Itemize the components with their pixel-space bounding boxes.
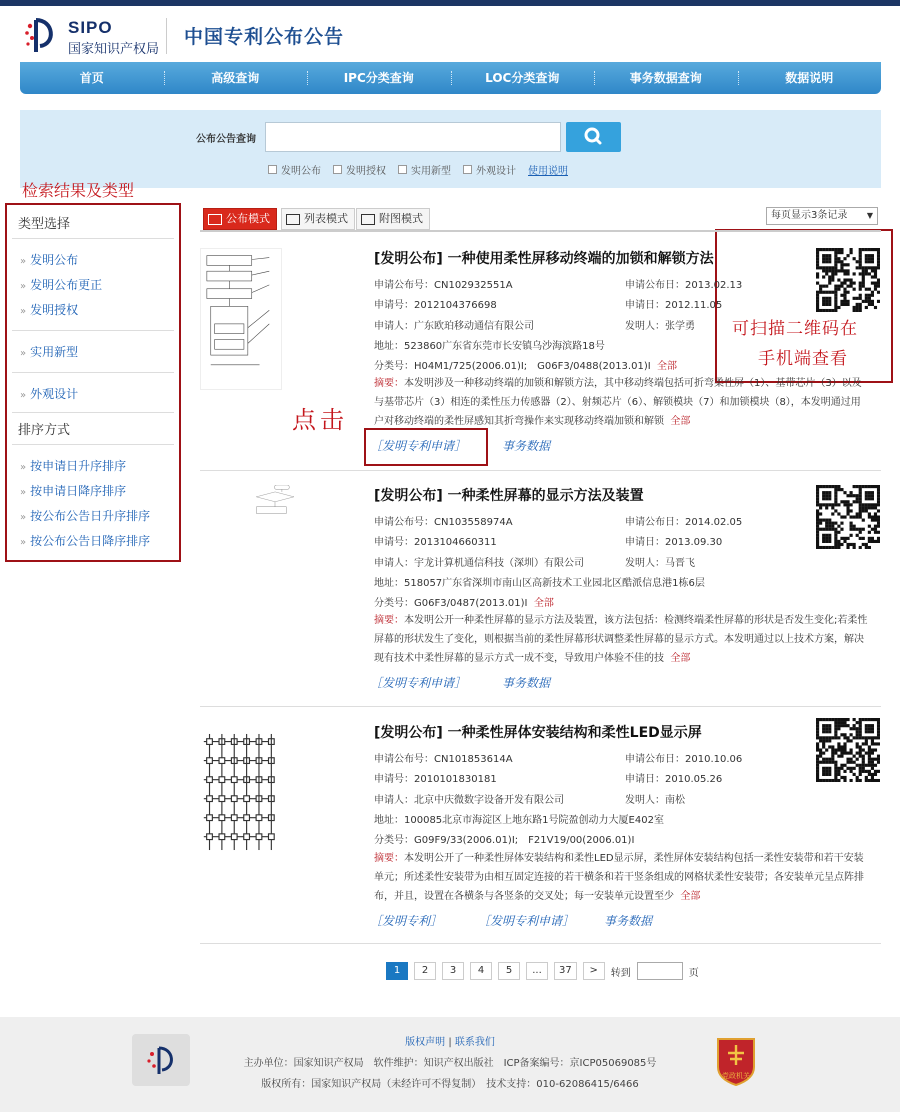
pub-date: 申请公布日：2013.02.13: [625, 280, 743, 291]
abstract-text: 本发明公开了一种柔性屏体安装结构和柔性LED显示屏，柔性屏体安装结构包括一柔性安装带和若干安装单元；所述柔性安装带为由相互固定连接的若干横条和若干竖条组成的网格状柔性安装带；各安装单元呈点阵排布，并且，设置在各横条与各竖条的交叉处；每一安装单元设置至少: [374, 853, 864, 902]
search-icon: [566, 122, 621, 152]
chevron-right-icon: »: [20, 348, 27, 359]
mode-list[interactable]: [281, 208, 355, 230]
divider: [12, 330, 174, 331]
checkbox[interactable]: [333, 165, 342, 174]
option-design[interactable]: [463, 162, 516, 177]
app-number: 申请号：2010101830181: [374, 774, 497, 785]
page-ellipsis: ...: [526, 962, 548, 980]
per-page-value: 每页显示3条记录: [771, 210, 848, 221]
app-date: 申请日：2010.05.26: [625, 774, 723, 785]
chevron-right-icon: »: [20, 512, 27, 523]
copyright-link[interactable]: 版权声明: [405, 1037, 446, 1048]
inventor: 发明人：张学勇: [625, 321, 695, 332]
page-1[interactable]: 1: [386, 962, 408, 980]
app-number: 申请号：2012104376698: [374, 300, 497, 311]
main-nav: [20, 62, 881, 94]
annotation-click-note: 点击: [292, 406, 348, 434]
result-title[interactable]: [发明公布] 一种柔性屏体安装结构和柔性LED显示屏: [374, 725, 702, 741]
abstract-more-link[interactable]: 全部: [670, 416, 691, 427]
annotation-sidebar-note: 检索结果及类型: [22, 181, 135, 200]
sort-label: 按申请日降序排序: [30, 484, 127, 498]
annotation-qr-note-1: 可扫描二维码在: [732, 319, 858, 339]
applicant: 申请人：宇龙计算机通信科技（深圳）有限公司: [374, 558, 584, 569]
chevron-right-icon: »: [20, 537, 27, 548]
sidebar-item-invention-correction[interactable]: [6, 272, 180, 297]
result-title[interactable]: [发明公布] 一种柔性屏幕的显示方法及装置: [374, 488, 644, 504]
per-page-select[interactable]: [766, 207, 878, 225]
footer-copyright: 版权所有：国家知识产权局（未经许可不得复制） 技术支持：010-62086415/6466: [261, 1079, 639, 1090]
result-divider: [200, 470, 881, 471]
patent-figure-thumbnail[interactable]: [200, 485, 350, 555]
page-5[interactable]: 5: [498, 962, 520, 980]
option-label: 发明公布: [281, 166, 321, 177]
abstract-text: 本发明涉及一种移动终端的加锁和解锁方法，其中移动终端包括可折弯柔性屏（1）、基带芯片（3）以及与基带芯片（3）相连的柔性压力传感器（2）、射频芯片（6）、解锁模块（7）和加锁模块（8），本发明通过用户对移动终端的柔性屏感知其折弯操作来实现移动终端加锁和解锁: [374, 378, 862, 427]
dropdown-arrow-icon: ▼: [866, 211, 873, 220]
nav-home[interactable]: 首页: [79, 71, 104, 85]
patent-figure-thumbnail[interactable]: [200, 722, 278, 862]
pagination: [386, 962, 699, 980]
qr-code: [816, 485, 880, 549]
option-label: 发明授权: [346, 166, 386, 177]
classification-more-link[interactable]: 全部: [533, 598, 554, 609]
sort-label: 按申请日升序排序: [30, 459, 127, 473]
mode-label: 列表模式: [304, 212, 348, 225]
search-input[interactable]: [265, 122, 561, 152]
option-label: 实用新型: [411, 166, 451, 177]
sidebar-item-utility-model[interactable]: [6, 339, 180, 364]
option-invention-publication[interactable]: [268, 162, 321, 177]
result-divider: [200, 706, 881, 707]
link-transaction-data[interactable]: 事务数据: [502, 439, 551, 453]
sort-apply-date-asc[interactable]: [6, 453, 180, 478]
link-transaction-data[interactable]: 事务数据: [502, 676, 551, 690]
pub-number: 申请公布号：CN103558974A: [374, 517, 513, 528]
sipo-logo-icon: [22, 16, 62, 56]
pub-number: 申请公布号：CN101853614A: [374, 754, 513, 765]
abstract: [374, 849, 870, 906]
flag-icon: [208, 214, 222, 225]
badge-text: 党政机关: [722, 1072, 750, 1080]
page-last[interactable]: 37: [554, 962, 577, 980]
list-icon: [286, 214, 300, 225]
sidebar-item-label: 外观设计: [30, 387, 79, 401]
abstract: [374, 611, 870, 668]
page-2[interactable]: 2: [414, 962, 436, 980]
link-invention-application[interactable]: ［发明专利申请］: [370, 439, 467, 453]
sort-heading: 排序方式: [18, 423, 71, 438]
link-invention-application[interactable]: ［发明专利申请］: [478, 914, 575, 928]
help-link[interactable]: 使用说明: [528, 166, 568, 177]
type-select-heading: 类型选择: [18, 217, 71, 232]
option-label: 外观设计: [476, 166, 516, 177]
applicant: 申请人：广东欧珀移动通信有限公司: [374, 321, 534, 332]
mode-publication[interactable]: [203, 208, 277, 230]
link-invention-patent[interactable]: ［发明专利］: [370, 914, 443, 928]
search-button[interactable]: [566, 122, 621, 152]
header-divider: [166, 18, 167, 54]
classification-more-link[interactable]: 全部: [657, 361, 678, 372]
nav-ipc-search[interactable]: IPC分类查询: [307, 62, 451, 94]
sort-label: 按公布公告日降序排序: [30, 534, 151, 548]
qr-code: [816, 248, 880, 312]
footer-links: [0, 1033, 900, 1048]
search-type-options: [268, 162, 568, 177]
mode-label: 附图模式: [379, 212, 423, 225]
chevron-right-icon: »: [20, 390, 27, 401]
mode-label: 公布模式: [226, 212, 270, 225]
header: [0, 6, 900, 62]
mode-figure[interactable]: [356, 208, 430, 230]
chevron-right-icon: »: [20, 281, 27, 292]
link-invention-application[interactable]: ［发明专利申请］: [370, 676, 467, 690]
chevron-right-icon: »: [20, 462, 27, 473]
abstract-text: 本发明公开一种柔性屏幕的显示方法及装置，该方法包括：检测终端柔性屏幕的形状是否发生变化;若柔性屏幕的形状发生了变化，则根据当前的柔性屏幕形状调整柔性屏幕的显示方式。本发明通过以上技术方案，解决现有技术中柔性屏幕的显示方式一成不变，导致用户体验不佳的技: [374, 615, 868, 664]
sort-pub-date-desc[interactable]: [6, 528, 180, 553]
chevron-right-icon: »: [20, 256, 27, 267]
logo-text-cn: 国家知识产权局: [68, 42, 160, 57]
classification: 分类号：G09F9/33(2006.01)I; F21V19/00(2006.01)I: [374, 835, 635, 846]
abstract-label: 摘要：: [374, 853, 404, 864]
abstract-label: 摘要：: [374, 615, 404, 626]
sipo-logo[interactable]: [22, 16, 172, 56]
contact-link[interactable]: 联系我们: [454, 1037, 495, 1048]
checkbox[interactable]: [463, 165, 472, 174]
goto-label: 转到: [610, 967, 631, 979]
search-panel: [20, 110, 881, 188]
divider: [12, 372, 174, 373]
sidebar-item-design[interactable]: [6, 381, 180, 406]
sort-label: 按公布公告日升序排序: [30, 509, 151, 523]
checkbox[interactable]: [268, 165, 277, 174]
sort-apply-date-desc[interactable]: [6, 478, 180, 503]
abstract-more-link[interactable]: 全部: [670, 653, 691, 664]
inventor: 发明人：南松: [625, 795, 685, 806]
sort-pub-date-asc[interactable]: [6, 503, 180, 528]
page-suffix: 页: [688, 967, 699, 979]
nav-loc-search[interactable]: LOC分类查询: [451, 62, 595, 94]
link-transaction-data[interactable]: 事务数据: [604, 914, 653, 928]
address: 地址：518057广东省深圳市南山区高新技术工业园北区酷派信息港1栋6层: [374, 578, 705, 589]
app-date: 申请日：2013.09.30: [625, 537, 723, 548]
checkbox[interactable]: [398, 165, 407, 174]
annotation-qr-note-2: 手机端查看: [758, 349, 848, 369]
pub-date: 申请公布日：2010.10.06: [625, 754, 743, 765]
sidebar-item-label: 发明公布更正: [30, 278, 103, 292]
result-item: [200, 248, 881, 468]
address: 地址：523860广东省东莞市长安镇乌沙海滨路18号: [374, 341, 605, 352]
inventor: 发明人：马晋飞: [625, 558, 695, 569]
sidebar-item-invention-publication[interactable]: [6, 247, 180, 272]
classification: [374, 594, 554, 609]
result-item: [200, 722, 881, 942]
search-label: 公布公告查询: [196, 134, 256, 145]
result-divider: [200, 943, 881, 944]
nav-advanced-search[interactable]: 高级查询: [164, 62, 308, 94]
app-number: 申请号：2013104660311: [374, 537, 497, 548]
abstract-more-link[interactable]: 全部: [680, 891, 701, 902]
page-3[interactable]: 3: [442, 962, 464, 980]
grid-icon: [361, 214, 375, 225]
patent-figure-thumbnail[interactable]: [200, 248, 282, 390]
page-next[interactable]: >: [583, 962, 605, 980]
pub-number: 申请公布号：CN102932551A: [374, 280, 513, 291]
chevron-right-icon: »: [20, 487, 27, 498]
sidebar-item-label: 发明公布: [30, 253, 79, 267]
result-title[interactable]: [发明公布] 一种使用柔性屏移动终端的加锁和解锁方法: [374, 251, 714, 267]
classification: [374, 357, 677, 372]
sidebar-item-invention-grant[interactable]: [6, 297, 180, 322]
site-title: 中国专利公布公告: [184, 26, 345, 48]
sidebar: [6, 205, 180, 561]
nav-data-description[interactable]: 数据说明: [738, 62, 882, 94]
divider: [12, 444, 174, 445]
option-invention-grant[interactable]: [333, 162, 386, 177]
qr-code: [816, 718, 880, 782]
applicant: 申请人：北京中庆微数字设备开发有限公司: [374, 795, 564, 806]
logo-text-en: SIPO: [68, 18, 113, 37]
sidebar-item-label: 实用新型: [30, 345, 79, 359]
nav-transaction-search[interactable]: 事务数据查询: [594, 62, 738, 94]
pub-date: 申请公布日：2014.02.05: [625, 517, 743, 528]
footer-sponsor: 主办单位：国家知识产权局 软件维护：知识产权出版社 ICP备案编号：京ICP05069085号: [243, 1058, 657, 1069]
address: 地址：100085北京市海淀区上地东路1号院盈创动力大厦E402室: [374, 815, 664, 826]
footer-divider: |: [448, 1037, 452, 1048]
toolbar-divider: [200, 230, 881, 232]
classification-value: 分类号：H04M1/725(2006.01)I; G06F3/0488(2013.01)I: [374, 361, 651, 372]
page-4[interactable]: 4: [470, 962, 492, 980]
option-utility-model[interactable]: [398, 162, 451, 177]
abstract-label: 摘要：: [374, 378, 404, 389]
sidebar-item-label: 发明授权: [30, 303, 79, 317]
app-date: 申请日：2012.11.05: [625, 300, 723, 311]
government-badge[interactable]: [714, 1035, 758, 1087]
chevron-right-icon: »: [20, 306, 27, 317]
classification-value: 分类号：G06F3/0487(2013.01)I: [374, 598, 528, 609]
result-item: [200, 485, 881, 705]
divider: [12, 238, 174, 239]
footer: [0, 1017, 900, 1112]
abstract: [374, 374, 870, 431]
goto-page-input[interactable]: [637, 962, 683, 980]
